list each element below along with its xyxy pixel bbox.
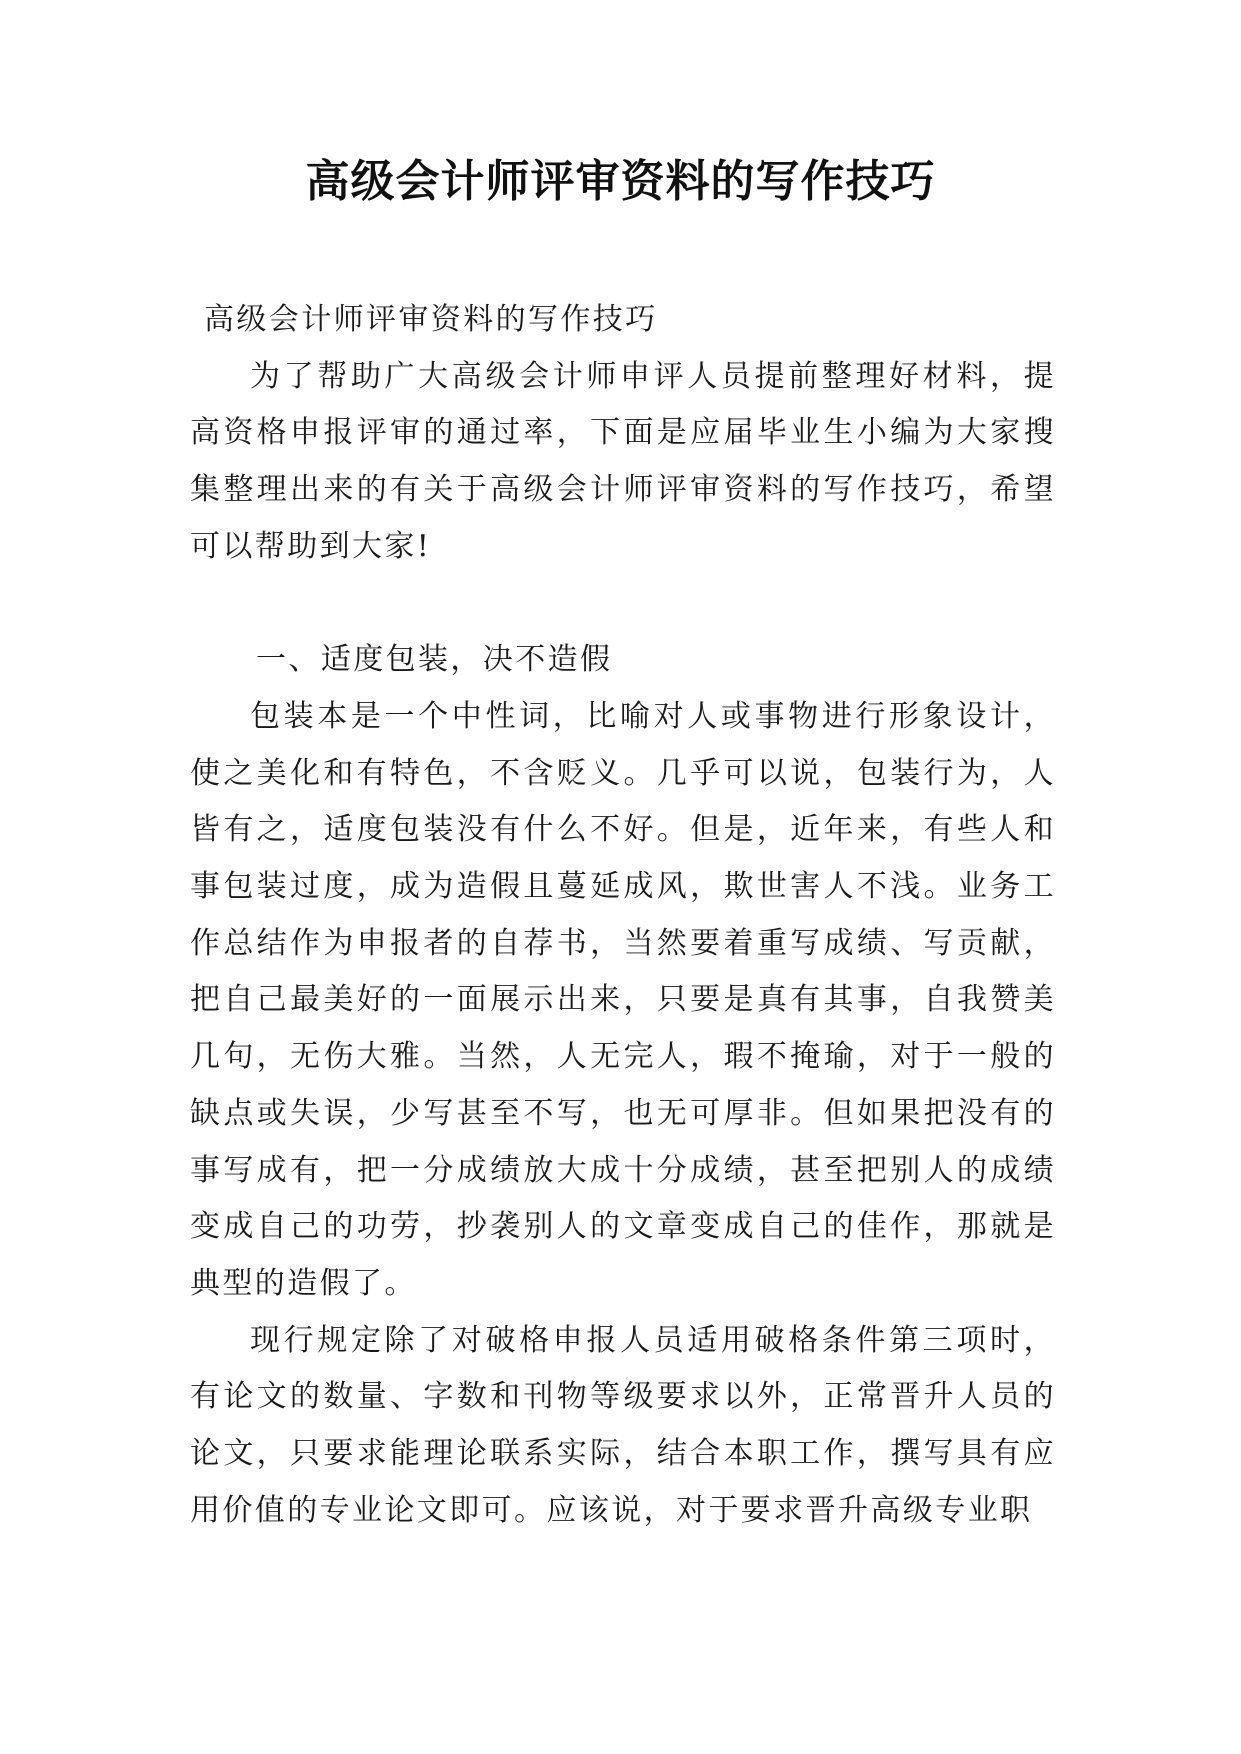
section-heading: 一、适度包装，决不造假 bbox=[256, 642, 613, 678]
document-subtitle: 高级会计师评审资料的写作技巧 bbox=[204, 302, 658, 337]
body-paragraph: 包装本是一个中性词，比喻对人或事物进行形象设计，使之美化和有特色，不含贬义。几乎可以说，包装行为，人皆有之，适度包装没有什么不好。但是，近年来，有些人和事包装过度，成为造假且蔓延成风，欺世害人不浅。业务工作总结作为申报者的自荐书，当然要着重写成绩、写贡献，把自己最美好的一面展示出来，只要是真有其事，自我赞美几句，无伤大雅。当然，人无完人，瑕不掩瑜，对于一般的缺点或失误，少写甚至不写，也无可厚非。但如果把没有的事写成有，把一分成绩放大成十分成绩，甚至把别人的成绩变成自己的功劳，抄袭别人的文章变成自己的佳作，那就是典型的造假了。 bbox=[190, 698, 1056, 1301]
document-title: 高级会计师评审资料的写作技巧 bbox=[305, 156, 936, 207]
document-body bbox=[190, 292, 1056, 1539]
body-paragraph: 现行规定除了对破格申报人员适用破格条件第三项时，有论文的数量、字数和刊物等级要求以外，正常晋升人员的论文，只要求能理论联系实际，结合本职工作，撰写具有应用价值的专业论文即可。应该说，对于要求晋升高级专业职 bbox=[190, 1322, 1056, 1528]
paragraph-spacer bbox=[190, 576, 1056, 633]
intro-paragraph: 为了帮助广大高级会计师申评人员提前整理好材料，提高资格申报评审的通过率，下面是应届毕业生小编为大家搜集整理出来的有关于高级会计师评审资料的写作技巧，希望可以帮助到大家! bbox=[190, 358, 1056, 564]
